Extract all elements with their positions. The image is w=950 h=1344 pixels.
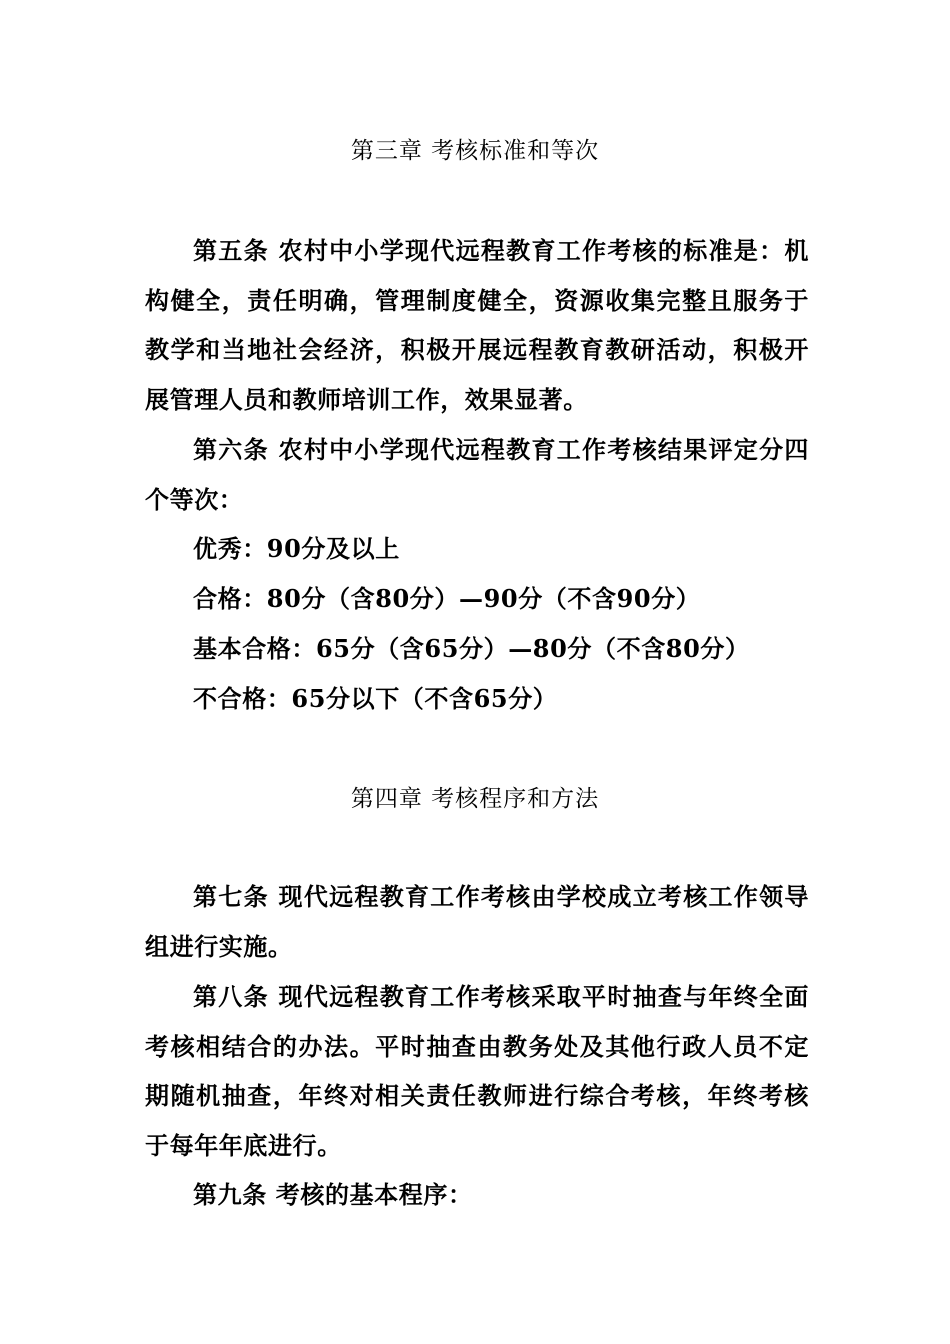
article-8: 第八条 现代远程教育工作考核采取平时抽查与年终全面考核相结合的办法。平时抽查由教务处及其他行政人员不定期随机抽查，年终对相关责任教师进行综合考核，年终考核于每年年底进行。 xyxy=(145,982,809,1161)
article-7: 第七条 现代远程教育工作考核由学校成立考核工作领导组进行实施。 xyxy=(145,882,809,961)
grade-fail: 不合格：65分以下（不含65分） xyxy=(193,684,558,713)
grade-basic-pass: 基本合格：65分（含65分）—80分（不含80分） xyxy=(193,634,750,663)
grade-excellent: 优秀：90分及以上 xyxy=(193,534,400,563)
chapter-4-title: 第四章 考核程序和方法 xyxy=(350,786,600,812)
article-5: 第五条 农村中小学现代远程教育工作考核的标准是：机构健全，责任明确，管理制度健全，资源收集完整且服务于教学和当地社会经济，积极开展远程教育教研活动，积极开展管理人员和教师培训工作，效果显著。 xyxy=(145,236,809,415)
chapter-3-title: 第三章 考核标准和等次 xyxy=(350,138,600,164)
article-6: 第六条 农村中小学现代远程教育工作考核结果评定分四个等次： xyxy=(145,435,809,514)
grade-pass: 合格：80分（含80分）—90分（不含90分） xyxy=(193,584,701,613)
article-9: 第九条 考核的基本程序： xyxy=(193,1180,473,1209)
